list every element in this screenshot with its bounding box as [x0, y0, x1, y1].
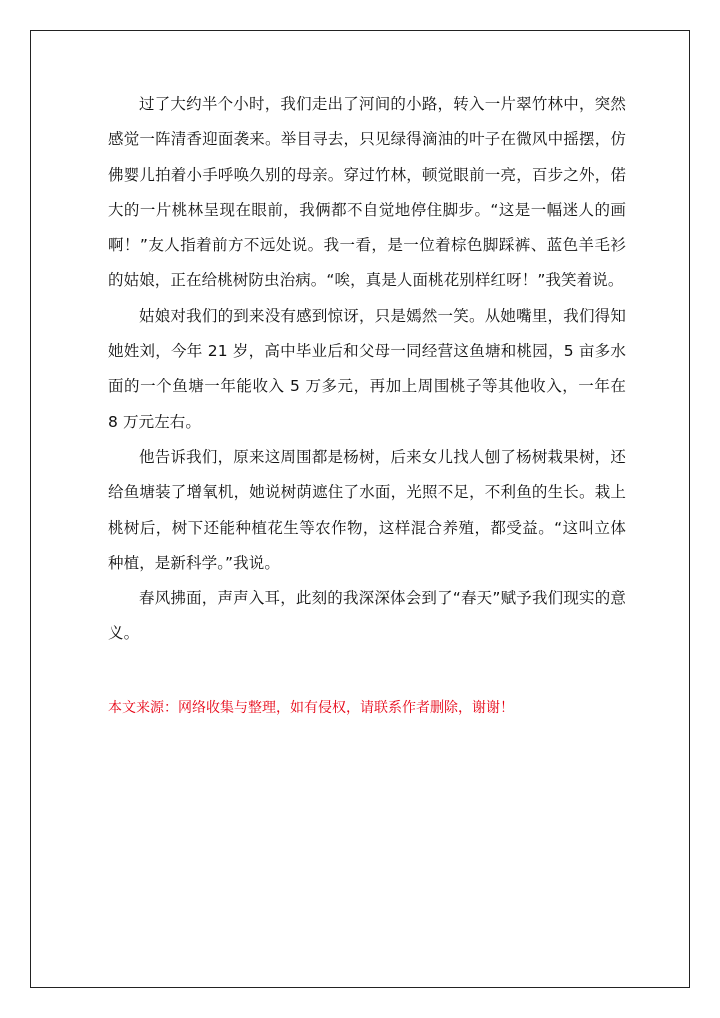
- paragraph-2: 姑娘对我们的到来没有感到惊讶，只是嫣然一笑。从她嘴里，我们得知她姓刘，今年 21 岁，高中毕业后和父母一同经营这鱼塘和桃园，5 亩多水面的一个鱼塘一年能收入 5 万多元，再加上周围桃子等其他收入，一年在 8 万元左右。: [108, 306, 626, 431]
- paragraph-1: 过了大约半个小时，我们走出了河间的小路，转入一片翠竹林中，突然感觉一阵清香迎面袭来。举目寻去，只见绿得滴油的叶子在微风中摇摆，仿佛婴儿拍着小手呼唤久别的母亲。穿过竹林，顿觉眼前一亮，百步之外，偌大的一片桃林呈现在眼前，我俩都不自觉地停住脚步。“这是一幅迷人的画啊！”友人指着前方不远处说。我一看，是一位着棕色脚踩裤、蓝色羊毛衫的姑娘，正在给桃树防虫治病。“唉，真是人面桃花别样红呀！”我笑着说。: [108, 95, 626, 290]
- source-note: 本文来源：网络收集与整理，如有侵权，请联系作者删除，谢谢！: [108, 700, 514, 716]
- paragraph-3: 他告诉我们，原来这周围都是杨树，后来女儿找人刨了杨树栽果树，还给鱼塘装了增氧机，她说树荫遮住了水面，光照不足，不利鱼的生长。栽上桃树后，树下还能种植花生等农作物，这样混合养殖，都受益。“这叫立体种植，是新科学。”我说。: [108, 447, 626, 572]
- paragraph-4: 春风拂面，声声入耳，此刻的我深深体会到了“春天”赋予我们现实的意义。: [108, 589, 626, 643]
- article-body: [108, 87, 626, 652]
